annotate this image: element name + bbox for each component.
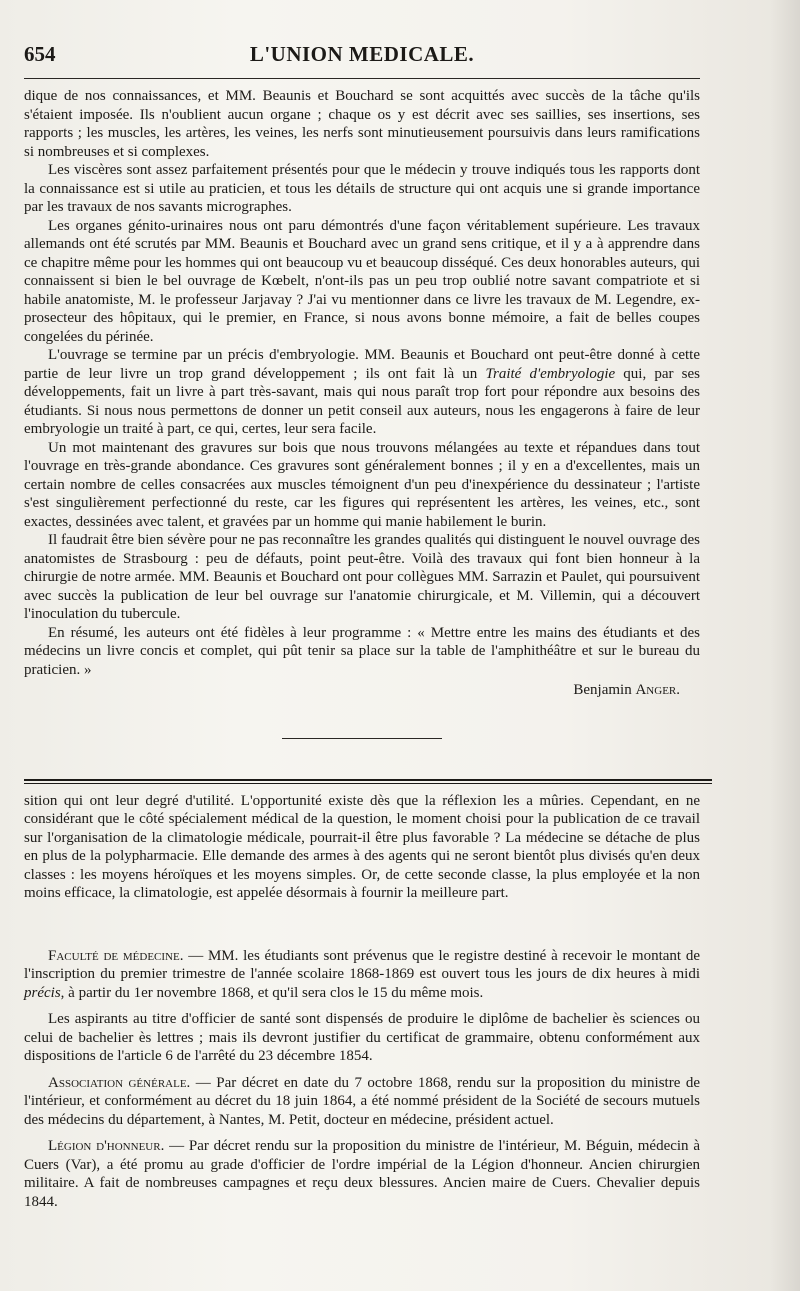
news-text-legion: — Par décret rendu sur la proposition du ministre de l'intérieur, M. Béguin, médecin à Cuers (Var), a été promu au grade d'officier de l'ordre impérial de la Légion d'honneur. Ancien chirurgien militaire. A fait de nombreuses campagnes et reçu deux blessures. Ancien maire de Cuers. Chevalier depuis 1844. (24, 1138, 700, 1210)
section-divider-double (24, 779, 712, 784)
news-heading-association: Association générale. (48, 1074, 191, 1091)
page-edge-shadow (770, 0, 800, 1291)
section-divider-short (282, 738, 442, 739)
news-section (24, 947, 700, 1212)
news-text-faculty-end: , à partir du 1er novembre 1868, et qu'il sera clos le 15 du même mois. (60, 984, 484, 1001)
review-paragraph-1: dique de nos connaissances, et MM. Beaunis et Bouchard se sont acquittés avec succès de la tâche qu'ils s'étaient imposée. Ils n'oublient aucun organe ; chaque os y est décrit avec ses saillies, ses insertions, ses rapports ; les muscles, les artères, les veines, les nerfs sont minutieusement poursuivis dans leurs ramifications si nombreuses et si complexes. (24, 88, 700, 160)
review-article (24, 87, 700, 700)
news-heading-legion: Légion d'honneur. (48, 1138, 165, 1154)
review-paragraph-4-start: L'ouvrage se termine par un précis d'embryologie. MM. Beaunis et Bouchard ont peut-être donné à cette partie de leur livre un trop grand développement ; ils ont fait là un (24, 347, 700, 382)
review-paragraph-3: Les organes génito-urinaires nous ont paru démontrés d'une façon véritablement supérieure. Les travaux allemands ont été scrutés par MM. Beaunis et Bouchard avec un grand sens critique, et il y a à apprendre dans ce chapitre même pour les hommes qui ont beaucoup vu et beaucoup disséqué. Ces deux honorables auteurs, qui connaissent si bien le bel ouvrage de Kœbelt, n'ont-ils pas un peu trop oublié notre savant compatriote et si habile anatomiste, M. le professeur Jarjavay ? J'ai vu mentionner dans ce livre les travaux de M. Legendre, ex-prosecteur des hôpitaux, qui le premier, en France, si nous avons bonne mémoire, a fait de belles coupes congelées du périnée. (24, 217, 700, 345)
signature-last-name: Anger. (635, 682, 680, 698)
news-heading-faculty: Faculté de médecine. (48, 947, 184, 964)
news-text-faculty-italic: précis (24, 984, 61, 1001)
review-signature (24, 681, 700, 700)
continuation-paragraph: sition qui ont leur degré d'utilité. L'opportunité existe dès que la réflexion les a mûries. Cependant, en ne considérant que le côté spécialement médical de la question, le moment choisi pour la publication de ce travail sur l'organisation de la climatologie médicale, pourrait-il être plus favorable ? La médecine se détache de plus en plus de la polypharmacie. Elle demande des armes à des agents qui ne seront bientôt plus divisés qu'en deux classes : les moyens héroïques et les moyens simples. Or, de cette seconde classe, la plus employée et la non moins efficace, la climatologie, est appelée désormais à fournir la meilleure part. (24, 792, 700, 901)
journal-title: L'UNION MEDICALE. (249, 42, 475, 66)
news-item-aspirants: Les aspirants au titre d'officier de santé sont dispensés de produire le diplôme de bachelier ès sciences ou celui de bachelier ès lettres ; mais ils devront justifier du certificat de grammaire, obtenu conformément aux dispositions de l'article 6 de l'arrêté du 23 décembre 1854. (24, 1011, 700, 1064)
news-text-association: — Par décret en date du 7 octobre 1868, rendu sur la proposition du ministre de l'intérieur, et conformément au décret du 18 juin 1864, a été nommé président de la Société de secours mutuels des médecins du département, à Nantes, M. Petit, docteur en médecine, président actuel. (24, 1074, 700, 1128)
review-paragraph-6: Il faudrait être bien sévère pour ne pas reconnaître les grandes qualités qui distinguent le nouvel ouvrage des anatomistes de Strasbourg : peu de défauts, point peut-être. Voilà des travaux qui font bien honneur à la chirurgie de notre armée. MM. Beaunis et Bouchard ont pour collègues MM. Sarrazin et Paulet, qui poursuivent avec succès la publication de leur bel ouvrage sur l'anatomie chirurgicale, et M. Villemin, qui a découvert l'inoculation du tubercule. (24, 532, 700, 622)
header-rule (24, 78, 700, 79)
review-paragraph-4-italic: Traité d'embryologie (485, 365, 616, 382)
review-paragraph-2: Les viscères sont assez parfaitement présentés pour que le médecin y trouve indiqués tous les rapports dont la connaissance est si utile au praticien, et tous les détails de structure qui ont acquis une si grande importance par les travaux de nos savants micrographes. (24, 162, 700, 215)
page-header (24, 42, 700, 68)
review-paragraph-4-end: qui, par ses développements, fait un livre à part très-savant, mais qui nous paraît trop fort pour répondre aux besoins des étudiants. Si nous nous permettons de donner un petit conseil aux auteurs, nous les engagerons à faire de leur embryologie un traité à part, ce qui, certes, leur sera facile. (24, 365, 701, 437)
review-paragraph-5: Un mot maintenant des gravures sur bois que nous trouvons mélangées au texte et répandues dans tout l'ouvrage en très-grande abondance. Ces gravures sont généralement bonnes ; il y en a d'excellentes, mais un certain nombre de celles consacrées aux muscles témoignent d'un peu d'inexpérience du dessinateur ; l'artiste s'est singulièrement perfectionné du reste, car les figures qui représentent les artères, les veines, etc., sont exactes, dessinées avec talent, et gravées par un homme qui manie habilement le burin. (24, 439, 700, 530)
news-item-faculty (24, 947, 700, 1003)
review-paragraph-4 (24, 346, 700, 439)
news-text-faculty-start: — MM. les étudiants sont prévenus que le registre destiné à recevoir le montant de l'inscription du premier trimestre de l'année scolaire 1868-1869 est ouvert tous les jours de dix heures à midi (24, 947, 700, 982)
news-item-association (24, 1074, 700, 1130)
review-paragraph-7: En résumé, les auteurs ont été fidèles à leur programme : « Mettre entre les mains des étudiants et des médecins un livre concis et complet, qui pût tenir sa place sur la table de l'amphithéâtre et sur le bureau du praticien. » (24, 624, 700, 678)
continuation-article (24, 792, 700, 903)
page-number: 654 (24, 42, 56, 66)
news-spacer (24, 903, 700, 939)
news-item-legion (24, 1137, 700, 1211)
signature-first-name: Benjamin (573, 682, 632, 698)
